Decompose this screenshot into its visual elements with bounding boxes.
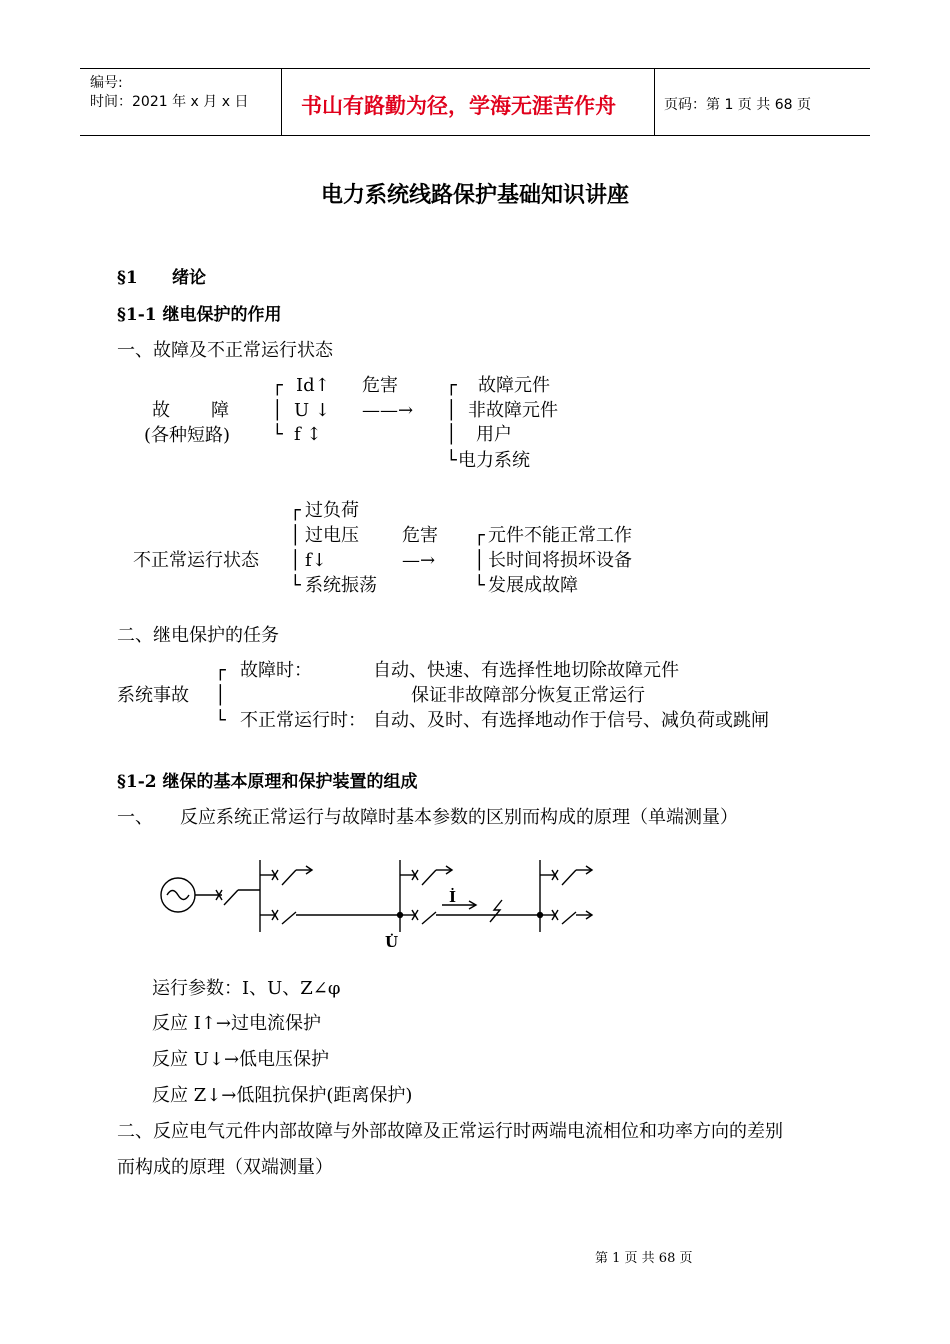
bracket-glyph: └ — [215, 710, 226, 731]
fault-param: Id↑ — [296, 375, 330, 396]
fault-effect: 用户 — [476, 424, 512, 445]
part2-title: 二、继电保护的任务 — [117, 625, 279, 646]
bracket-glyph: ┌ — [446, 375, 457, 396]
page-footer: 第 1 页 共 68 页 — [595, 1251, 693, 1266]
params-line: 运行参数：I、U、Z∠φ — [152, 978, 341, 999]
bracket-glyph: │ — [446, 424, 457, 445]
abnormal-hazard: 危害 — [402, 525, 438, 546]
abnormal-item: 过电压 — [305, 525, 359, 546]
abnormal-item: 系统振荡 — [305, 575, 377, 596]
fault-arrow: ——→ — [362, 400, 414, 421]
abnormal-effect: 发展成故障 — [488, 575, 578, 596]
bracket-glyph: └ — [446, 450, 457, 471]
bracket-glyph: └ — [272, 424, 283, 445]
task-label: 系统事故 — [117, 685, 189, 706]
abnormal-effect: 元件不能正常工作 — [488, 525, 632, 546]
fault-param: f ↕ — [294, 424, 322, 445]
bracket-glyph: │ — [446, 400, 457, 421]
section-heading: 绪论 — [172, 268, 206, 288]
single-end-circuit-diagram — [150, 850, 610, 960]
fault-lightning-icon — [490, 900, 502, 922]
bracket-glyph: │ — [272, 400, 283, 421]
react-line-3: 反应 Z↓→低阻抗保护(距离保护) — [152, 1085, 413, 1106]
principle1-text: 反应系统正常运行与故障时基本参数的区别而构成的原理（单端测量） — [180, 807, 738, 828]
principle2-line-2: 而构成的原理（双端测量） — [117, 1157, 333, 1178]
bracket-glyph: └ — [474, 575, 485, 596]
fault-label-a: 故 — [152, 400, 170, 421]
subsection-heading-2: §1-2 继保的基本原理和保护装置的组成 — [117, 772, 418, 792]
section-number: §1 — [117, 268, 138, 288]
voltage-label: U̇ — [385, 933, 399, 951]
header-page-info: 页码：第 1 页 共 68 页 — [664, 97, 811, 113]
bracket-glyph: ┌ — [474, 525, 485, 546]
bracket-glyph: │ — [290, 525, 301, 546]
fault-hazard: 危害 — [362, 375, 398, 396]
bracket-glyph: │ — [474, 550, 485, 571]
fault-label-c: (各种短路) — [144, 425, 231, 446]
header-motto: 书山有路勤为径，学海无涯苦作舟 — [301, 94, 616, 118]
fault-param: U ↓ — [294, 400, 330, 421]
abnormal-item: f↓ — [305, 550, 327, 571]
page-title: 电力系统线路保护基础知识讲座 — [320, 183, 629, 208]
header-number-label: 编号: — [90, 75, 123, 91]
principle1-number: 一、 — [117, 807, 153, 828]
abnormal-effect: 长时间将损坏设备 — [488, 550, 632, 571]
bracket-glyph: ┌ — [272, 375, 283, 396]
task-fault-action: 自动、快速、有选择性地切除故障元件 — [373, 660, 679, 681]
task-fault-action2: 保证非故障部分恢复正常运行 — [411, 685, 645, 706]
abnormal-item: 过负荷 — [305, 500, 359, 521]
react-line-2: 反应 U↓→低电压保护 — [152, 1049, 330, 1070]
task-abnormal-when: 不正常运行时： — [240, 710, 366, 731]
fault-label-b: 障 — [211, 400, 229, 421]
fault-effect: 非故障元件 — [468, 400, 558, 421]
bracket-glyph: │ — [290, 550, 301, 571]
principle2-line-1: 二、反应电气元件内部故障与外部故障及正常运行时两端电流相位和功率方向的差别 — [117, 1121, 783, 1142]
bracket-glyph: └ — [290, 575, 301, 596]
generator-sine-icon — [167, 891, 189, 900]
fault-effect: 电力系统 — [458, 450, 530, 471]
subsection-heading-1: §1-1 继电保护的作用 — [117, 305, 282, 325]
part1-title: 一、故障及不正常运行状态 — [117, 340, 333, 361]
react-line-1: 反应 I↑→过电流保护 — [152, 1013, 321, 1034]
task-abnormal-action: 自动、及时、有选择地动作于信号、减负荷或跳闸 — [373, 710, 769, 731]
abnormal-arrow: —→ — [402, 550, 436, 571]
task-fault-when: 故障时： — [240, 660, 312, 681]
header-time-label: 时间：2021 年 x 月 x 日 — [90, 94, 249, 110]
bracket-glyph: ┌ — [290, 500, 301, 521]
abnormal-label: 不正常运行状态 — [133, 550, 259, 571]
bracket-glyph: ┌ — [215, 660, 226, 681]
bracket-glyph: │ — [215, 685, 226, 706]
fault-effect: 故障元件 — [478, 375, 550, 396]
current-label: İ — [449, 888, 457, 906]
